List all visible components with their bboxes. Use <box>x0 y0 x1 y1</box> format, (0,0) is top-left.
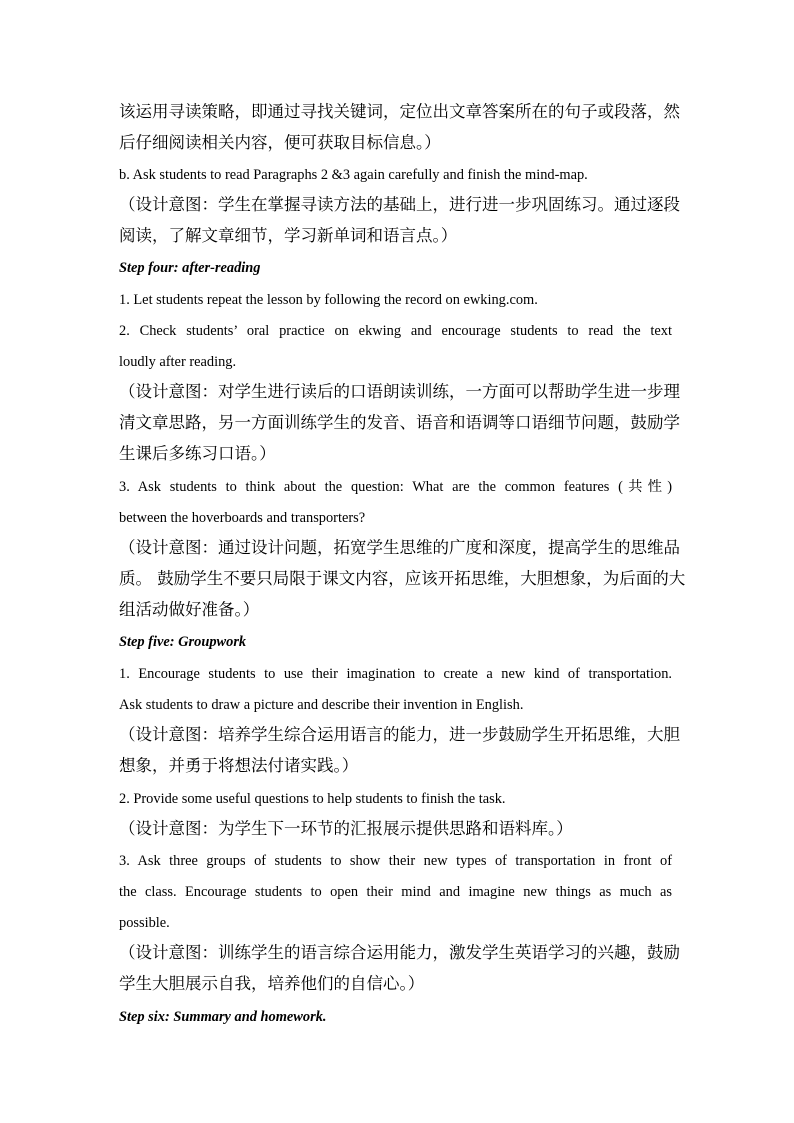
section-heading: Step five: Groupwork <box>119 634 247 650</box>
paragraph-line: 阅读，了解文章细节，学习新单词和语言点。） <box>119 226 458 245</box>
paragraph-line: Ask students to draw a picture and describe their invention in English. <box>119 697 524 713</box>
paragraph-line: between the hoverboards and transporters? <box>119 510 366 526</box>
paragraph-line: possible. <box>119 915 170 931</box>
paragraph-line: the class. Encourage students to open their mind and imagine new things as much as <box>119 884 672 900</box>
paragraph-line: 该运用寻读策略，即通过寻找关键词，定位出文章答案所在的句子或段落，然 <box>119 102 680 121</box>
paragraph-line: （设计意图：对学生进行读后的口语朗读训练，一方面可以帮助学生进一步理 <box>119 382 680 401</box>
paragraph-line: loudly after reading. <box>119 354 237 370</box>
paragraph-line: （设计意图：培养学生综合运用语言的能力，进一步鼓励学生开拓思维，大胆 <box>119 725 680 744</box>
paragraph-line: 想象，并勇于将想法付诸实践。） <box>119 756 359 775</box>
paragraph-line: 组活动做好准备。） <box>119 600 260 619</box>
paragraph-line: 生课后多练习口语。） <box>119 444 276 463</box>
section-heading: Step six: Summary and homework. <box>119 1009 327 1025</box>
paragraph-line: 3. Ask three groups of students to show their new types of transportation in front of <box>119 853 672 869</box>
paragraph-line: 3. Ask students to think about the question: What are the common features (共性) <box>119 479 672 495</box>
paragraph-line: 1. Let students repeat the lesson by following the record on ewking.com. <box>119 292 538 308</box>
section-heading: Step four: after-reading <box>119 260 261 276</box>
paragraph-line: 清文章思路，另一方面训练学生的发音、语音和语调等口语细节问题，鼓励学 <box>119 413 680 432</box>
paragraph-line: 2. Check students’ oral practice on ekwing and encourage students to read the text <box>119 323 672 339</box>
paragraph-line: （设计意图：通过设计问题，拓宽学生思维的广度和深度，提高学生的思维品 <box>119 538 680 557</box>
paragraph-line: （设计意图：为学生下一环节的汇报展示提供思路和语料库。） <box>119 819 573 838</box>
paragraph-line: 后仔细阅读相关内容，便可获取目标信息。） <box>119 133 441 152</box>
paragraph-line: 质。 鼓励学生不要只局限于课文内容，应该开拓思维，大胆想象，为后面的大 <box>119 569 686 588</box>
paragraph-line: （设计意图：训练学生的语言综合运用能力，激发学生英语学习的兴趣，鼓励 <box>119 943 680 962</box>
paragraph-line: b. Ask students to read Paragraphs 2 &3 again carefully and finish the mind-map. <box>119 167 588 183</box>
paragraph-line: 1. Encourage students to use their imagination to create a new kind of transportation. <box>119 666 672 682</box>
paragraph-line: 2. Provide some useful questions to help students to finish the task. <box>119 791 506 807</box>
paragraph-line: 学生大胆展示自我，培养他们的自信心。） <box>119 974 425 993</box>
paragraph-line: （设计意图：学生在掌握寻读方法的基础上，进行进一步巩固练习。通过逐段 <box>119 195 680 214</box>
